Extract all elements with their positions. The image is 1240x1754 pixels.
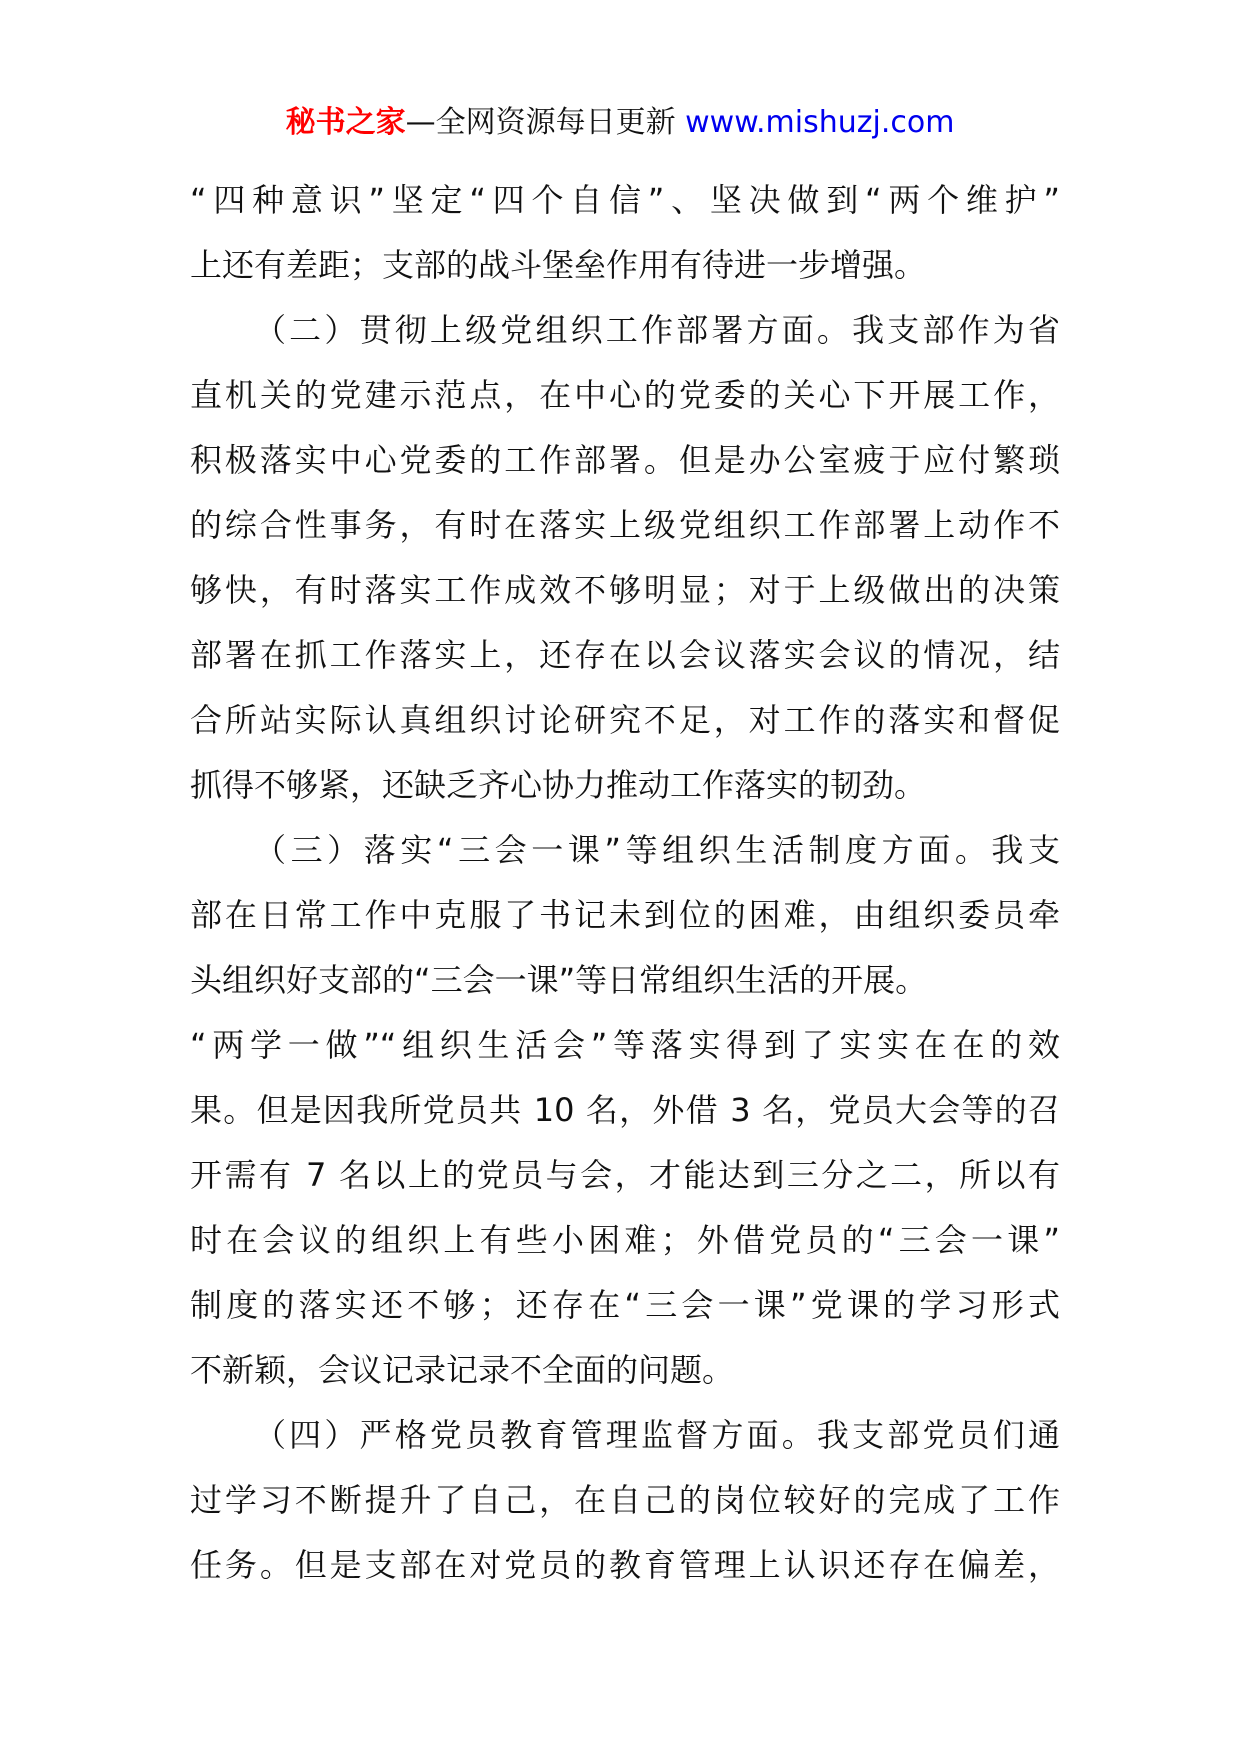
text-line: 不新颖，会议记录记录不全面的问题。	[190, 1351, 735, 1389]
section-heading-line: （二）贯彻上级党组织工作部署方面。我支部作为省	[254, 311, 1060, 349]
text-line: “四种意识”坚定“四个自信”、坚决做到“两个维护”	[190, 181, 1060, 219]
text-line: 合所站实际认真组织讨论研究不足，对工作的落实和督促	[190, 701, 1060, 739]
text-line: 部署在抓工作落实上，还存在以会议落实会议的情况，结	[190, 636, 1060, 674]
text-line: 部在日常工作中克服了书记未到位的困难，由组织委员牵	[190, 896, 1060, 934]
text-line: 制度的落实还不够；还存在“三会一课”党课的学习形式	[190, 1286, 1060, 1324]
brand-name: 秘书之家	[285, 105, 406, 140]
text-line: 果。但是因我所党员共 10 名，外借 3 名，党员大会等的召	[190, 1091, 1060, 1129]
text-line: 开需有 7 名以上的党员与会，才能达到三分之二，所以有	[190, 1156, 1060, 1194]
page-header	[0, 103, 1240, 143]
text-line: “两学一做”“组织生活会”等落实得到了实实在在的效	[190, 1026, 1060, 1064]
section-heading-line: （四）严格党员教育管理监督方面。我支部党员们通	[254, 1416, 1060, 1454]
document-body	[190, 168, 1060, 1598]
text-line: 时在会议的组织上有些小困难；外借党员的“三会一课”	[190, 1221, 1060, 1259]
text-line: 过学习不断提升了自己，在自己的岗位较好的完成了工作	[190, 1481, 1060, 1519]
website-link[interactable]: www.mishuzj.com	[685, 105, 955, 140]
text-line: 头组织好支部的“三会一课”等日常组织生活的开展。	[190, 961, 928, 999]
header-slogan: —全网资源每日更新	[405, 105, 686, 140]
text-line: 够快，有时落实工作成效不够明显；对于上级做出的决策	[190, 571, 1060, 609]
text-line: 积极落实中心党委的工作部署。但是办公室疲于应付繁琐	[190, 441, 1060, 479]
text-line: 任务。但是支部在对党员的教育管理上认识还存在偏差，	[190, 1546, 1060, 1584]
text-line: 的综合性事务，有时在落实上级党组织工作部署上动作不	[190, 506, 1060, 544]
section-heading-line: （三）落实“三会一课”等组织生活制度方面。我支	[254, 831, 1060, 869]
text-line: 直机关的党建示范点，在中心的党委的关心下开展工作，	[190, 376, 1060, 414]
text-line: 抓得不够紧，还缺乏齐心协力推动工作落实的韧劲。	[190, 766, 927, 804]
text-line: 上还有差距；支部的战斗堡垒作用有待进一步增强。	[190, 246, 927, 284]
